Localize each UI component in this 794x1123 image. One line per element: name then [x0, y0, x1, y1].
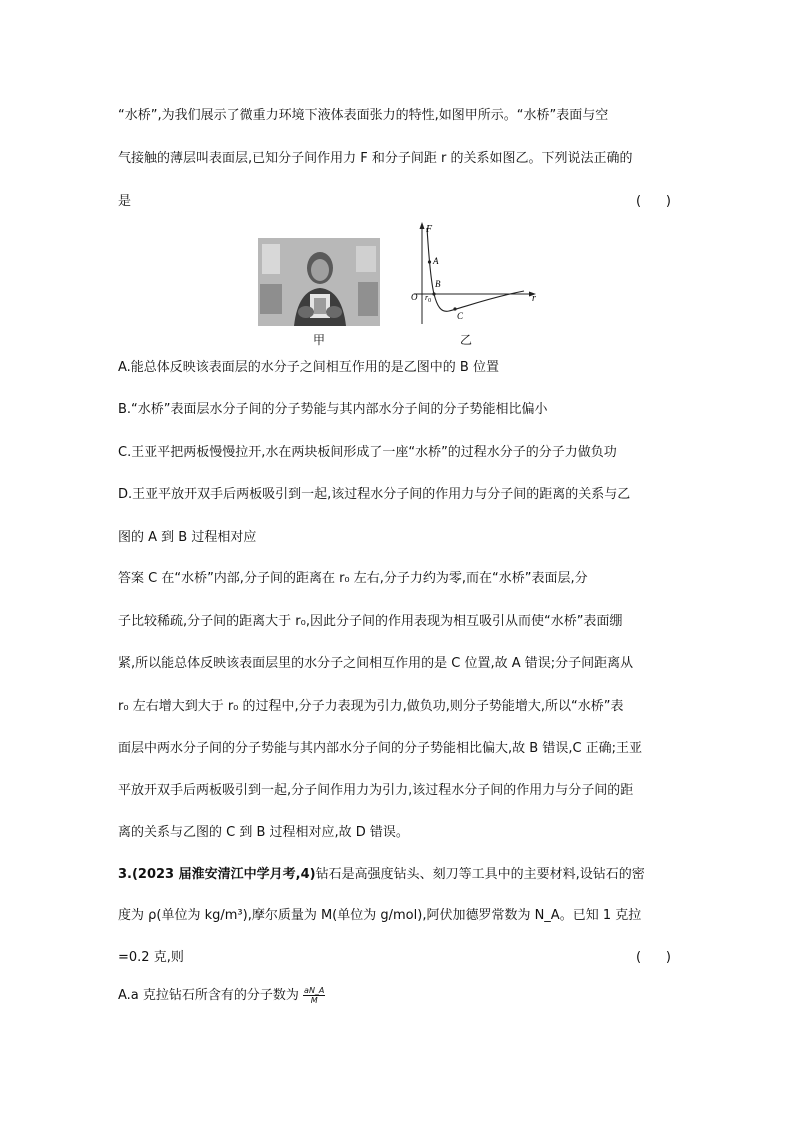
q3-option-a: [118, 986, 325, 1005]
point-b: [432, 292, 435, 295]
q2-option-d-line-1: D.王亚平放开双手后两板吸引到一起,该过程水分子间的作用力与分子间的距离的关系与乙: [118, 487, 631, 502]
graph-label-o: O: [411, 292, 418, 302]
graph-label-b: B: [435, 279, 441, 289]
q2-answer-line-4: r₀ 左右增大到大于 r₀ 的过程中,分子力表现为引力,做负功,则分子势能增大,所以“水桥”表: [118, 699, 624, 714]
force-distance-graph: [400, 220, 550, 330]
q3-stem-line-3: =0.2 克,则: [118, 950, 184, 965]
q3-answer-parens: ( ): [636, 950, 671, 965]
q2-stem-line-2: 气接触的薄层叫表面层,已知分子间作用力 F 和分子间距 r 的关系如图乙。下列说法正确的: [118, 151, 633, 166]
force-curve: [427, 228, 524, 311]
q2-option-d-line-2: 图的 A 到 B 过程相对应: [118, 530, 257, 545]
q3-stem-line-1-rest: 钻石是高强度钻头、刻刀等工具中的主要材料,设钻石的密: [315, 867, 645, 882]
q2-stem-line-3: 是: [118, 194, 132, 209]
q2-answer-line-3: 紧,所以能总体反映该表面层里的水分子之间相互作用的是 C 位置,故 A 错误;分子间距离从: [118, 656, 634, 671]
graph-f-axis-arrow: [420, 222, 425, 229]
point-a: [428, 260, 431, 263]
q2-answer-line-1: 答案 C 在“水桥”内部,分子间的距离在 r₀ 左右,分子力约为零,而在“水桥”表面层,分: [118, 571, 588, 586]
graph-label-a: A: [433, 256, 439, 266]
graph-label-r0: $r_0$: [425, 293, 432, 304]
q2-answer-parens: ( ): [636, 194, 671, 209]
graph-label-c: C: [457, 311, 464, 321]
q2-answer-line-7: 离的关系与乙图的 C 到 B 过程相对应,故 D 错误。: [118, 825, 409, 840]
q3-option-a-text: A.a 克拉钻石所含有的分子数为: [118, 988, 299, 1003]
graph-label-f: F: [426, 224, 433, 235]
figure-caption-jia: 甲: [313, 333, 326, 347]
q3-header: 3.(2023 届淮安清江中学月考,4): [118, 867, 316, 882]
q3-stem-line-2: 度为 ρ(单位为 kg/m³),摩尔质量为 M(单位为 g/mol),阿伏加德罗常数为 N_A。已知 1 克拉: [118, 908, 642, 923]
q3-fraction-denominator: M: [310, 996, 318, 1005]
water-bridge-photo: [258, 238, 380, 326]
q2-option-c: C.王亚平把两板慢慢拉开,水在两块板间形成了一座“水桥”的过程水分子的分子力做负功: [118, 445, 617, 460]
q3-fraction-numerator: aN_A: [304, 986, 325, 995]
q2-answer-line-5: 面层中两水分子间的分子势能与其内部水分子间的分子势能相比偏大,故 B 错误,C 正确;王亚: [118, 741, 643, 756]
q2-answer-line-6: 平放开双手后两板吸引到一起,分子间作用力为引力,该过程水分子间的作用力与分子间的距: [118, 783, 634, 798]
q2-stem-line-1: “水桥”,为我们展示了微重力环境下液体表面张力的特性,如图甲所示。“水桥”表面与空: [118, 108, 609, 123]
figure-caption-yi: 乙: [460, 333, 473, 347]
q3-stem-line-1: [118, 867, 645, 883]
q2-option-a: A.能总体反映该表面层的水分子之间相互作用的是乙图中的 B 位置: [118, 360, 499, 375]
graph-label-r: r: [532, 293, 536, 304]
q2-option-b: B.“水桥”表面层水分子间的分子势能与其内部水分子间的分子势能相比偏小: [118, 402, 548, 417]
q2-answer-line-2: 子比较稀疏,分子间的距离大于 r₀,因此分子间的作用表现为相互吸引从而使“水桥”表面绷: [118, 614, 623, 629]
q3-option-a-fraction: [303, 986, 325, 1005]
